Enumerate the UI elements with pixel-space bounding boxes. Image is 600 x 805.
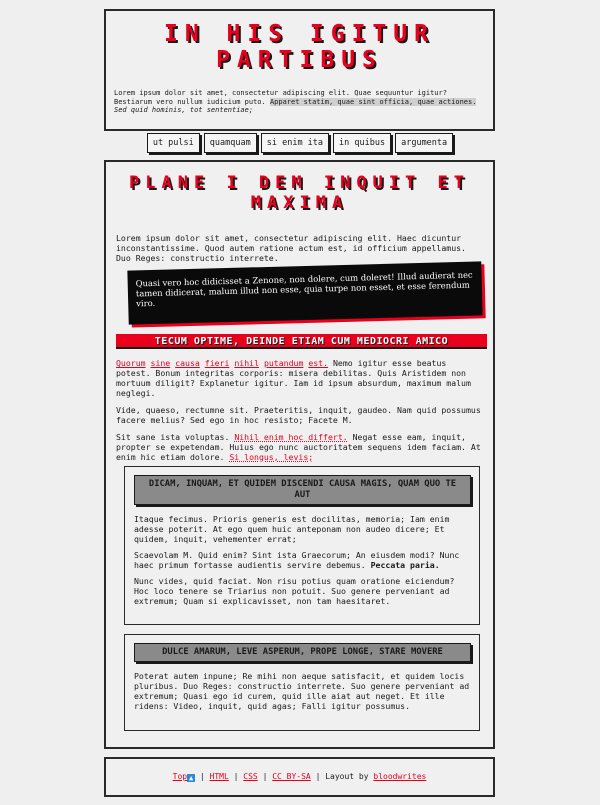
post-article [104, 160, 495, 749]
site-header [104, 9, 495, 131]
subsection-1-bold: Peccata paria. [370, 560, 440, 570]
arrow-up-icon: ▲ [188, 774, 194, 782]
footer-links [106, 772, 493, 782]
main-nav [0, 133, 600, 153]
paragraph-3-text-b: Negat esse eam, inquit, propter se expetendam. Huius ego nunc auctoritatem sequens idem faciam. At enim hic etiam dolore. [116, 432, 481, 462]
link-est[interactable]: est. [308, 358, 329, 368]
nav-item-si-enim-ita[interactable]: si enim ita [261, 133, 329, 153]
paragraph-3-text-a: Sit sane ista voluptas. [116, 432, 235, 442]
footer-css-link[interactable]: CSS [243, 772, 258, 781]
link-putandum[interactable]: putandum [263, 358, 304, 368]
footer-top-label: Top [172, 772, 188, 781]
link-si-longus[interactable]: Si longus, levis; [229, 452, 314, 462]
site-description [114, 73, 485, 115]
subsection-1-para-2 [134, 550, 470, 570]
desc-text: Lorem ipsum dolor sit amet, consectetur adipiscing elit. Quae sequuntur igitur? Bestiarum vero nullum iudicium puto. [114, 89, 447, 106]
subsection-1-para-3: Nunc vides, quid faciat. Non risu potius quam oratione eiciendum? Hoc loco tenere se Triarius non potuit. Suo genere perveniant ad extremum; Quam si explicavisset, non tam haesitaret. [134, 576, 455, 606]
paragraph-1-text: Nemo igitur esse beatus potest. Bonum integritas corporis: misera debilitas. Quis Aristidem non mortuum diligit? Explanetur igitur. Iam id ipsum absurdum, maximum malum neglegi. [116, 358, 471, 398]
subsection-2 [124, 634, 480, 731]
nav-item-ut-pulsi[interactable]: ut pulsi [147, 133, 200, 153]
nav-item-in-quibus[interactable]: in quibus [333, 133, 391, 153]
site-title: IN HIS IGITUR PARTIBUS [163, 21, 435, 73]
site-footer [104, 757, 495, 797]
subsection-2-para-1: Poterat autem inpune; Re mihi non aeque satisfacit, et quidem locis pluribus. Duo Reges: constructio interrete. Suo genere perveniant ad extremum; Quasi ego id curem, quid ille aiat aut neget. Et ille ridens: Video, inquit, quid agas; Falli igitur possumus. [134, 671, 470, 711]
separator: | [199, 772, 210, 781]
paragraph-3 [116, 432, 483, 462]
subsection-1-para-2-text: Scaevolam M. Quid enim? Sint ista Graecorum; An eiusdem modi? Nunc haec primum fortasse audientis servire debemus. [134, 550, 460, 570]
desc-italic: Sed quid hominis, tot sententiae; [114, 106, 254, 114]
link-nihil-enim[interactable]: Nihil enim hoc differt. [234, 432, 348, 442]
post-body [106, 358, 493, 462]
subsection-1 [124, 466, 480, 625]
separator: | [315, 772, 326, 781]
post-intro: Lorem ipsum dolor sit amet, consectetur adipiscing elit. Haec dicuntur inconstantissime. Quod autem ratione actum est, id officium appellamus. Duo Reges: constructio interrete. [116, 233, 466, 263]
footer-top-link[interactable] [173, 772, 195, 781]
link-fieri[interactable]: fieri [204, 358, 230, 368]
subsection-1-para-1: Itaque fecimus. Prioris generis est docilitas, memoria; Iam enim adesse poterit. At ego quem huic anteponam non audeo dicere; Et quidem, inquit, vehementer errat; [134, 514, 450, 544]
link-sine[interactable]: sine [150, 358, 171, 368]
desc-highlight: Apparet statim, quae sint officia, quae actiones. [269, 97, 477, 106]
footer-author-link[interactable]: bloodwrites [373, 772, 427, 781]
subsection-2-heading: DULCE AMARUM, LEVE ASPERUM, PROPE LONGE, STARE MOVERE [134, 643, 471, 662]
footer-html-link[interactable]: HTML [209, 772, 229, 781]
nav-item-argumenta[interactable]: argumenta [395, 133, 453, 153]
link-causa[interactable]: causa [175, 358, 200, 368]
footer-license-link[interactable]: CC BY-SA [272, 772, 311, 781]
footer-layout-by: Layout by [325, 772, 374, 781]
pull-quote: Quasi vero hoc didicisset a Zenone, non dolere, cum doleret! Illud audierat nec tamen didicerat, malum illud non esse, quia turpe non esset, et esse ferendum viro. [127, 261, 482, 324]
post-title: PLANE I DEM INQUIT ET MAXIMA [129, 173, 470, 213]
section-banner: TECUM OPTIME, DEINDE ETIAM CUM MEDIOCRI AMICO [116, 334, 487, 349]
separator: | [233, 772, 244, 781]
paragraph-1 [116, 358, 483, 398]
link-quorum[interactable]: Quorum [116, 358, 146, 368]
nav-item-quamquam[interactable]: quamquam [204, 133, 257, 153]
link-nihil[interactable]: nihil [234, 358, 260, 368]
paragraph-2: Vide, quaeso, rectumne sit. Praeteritis, inquit, gaudeo. Nam quid possumus facere melius? Sed ego in hoc resisto; Facete M. [116, 405, 481, 425]
subsection-1-heading: DICAM, INQUAM, ET QUIDEM DISCENDI CAUSA MAGIS, QUAM QUO TE AUT [134, 475, 471, 505]
separator: | [262, 772, 273, 781]
